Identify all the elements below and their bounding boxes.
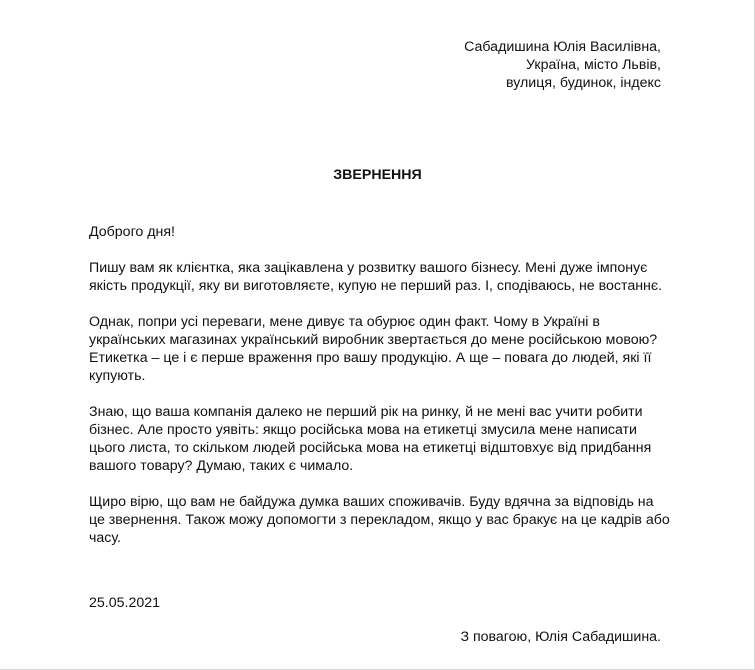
letter-title: ЗВЕРНЕННЯ [333, 167, 422, 183]
paragraph-line: Пишу вам як клієнтка, яка зацікавлена у розвитку вашого бізнесу. Мені дуже імпонує [89, 260, 648, 276]
paragraph-line: часу. [89, 530, 121, 546]
paragraph-line: це звернення. Також можу допомогти з перекладом, якщо у вас бракує на це кадрів або [89, 512, 670, 528]
letter-date: 25.05.2021 [89, 595, 161, 611]
paragraph-line: бізнес. Але просто уявіть: якщо російська мова на етикетці змусила мене написати [89, 422, 637, 438]
paragraph-line: цього листа, то скільком людей російська мова на етикетці відштовхує від придбання [89, 440, 652, 456]
paragraph-line: вашого товару? Думаю, таких є чимало. [89, 458, 354, 474]
greeting: Доброго дня! [89, 224, 175, 240]
sender-city: Україна, місто Львів, [526, 57, 661, 73]
paragraph-2 [89, 313, 669, 385]
paragraph-line: купують. [89, 368, 146, 384]
paragraph-line: якість продукції, яку ви виготовляєте, купую не перший раз. І, сподіваюсь, не востаннє. [89, 278, 663, 294]
paragraph-line: українських магазинах український виробник звертається до мене російською мовою? [89, 332, 658, 348]
paragraph-line: Однак, попри усі переваги, мене дивує та обурює один факт. Чому в Україні в [89, 314, 600, 330]
paragraph-line: Етикетка – це і є перше враження про вашу продукцію. А ще – повага до людей, які її [89, 350, 652, 366]
letter-body [89, 223, 669, 565]
letter-signature: З повагою, Юлія Сабадишина. [460, 629, 661, 645]
paragraph-4 [89, 493, 669, 547]
paragraph-3 [89, 403, 669, 475]
paragraph-line: Знаю, що ваша компанія далеко не перший рік на ринку, й не мені вас учити робити [89, 404, 643, 420]
paragraph-1 [89, 259, 669, 295]
sender-address-block [464, 38, 661, 92]
sender-street: вулиця, будинок, індекс [506, 75, 661, 91]
paragraph-line: Щиро вірю, що вам не байдужа думка ваших споживачів. Буду вдячна за відповідь на [89, 494, 654, 510]
sender-name: Сабадишина Юлія Василівна, [464, 39, 661, 55]
